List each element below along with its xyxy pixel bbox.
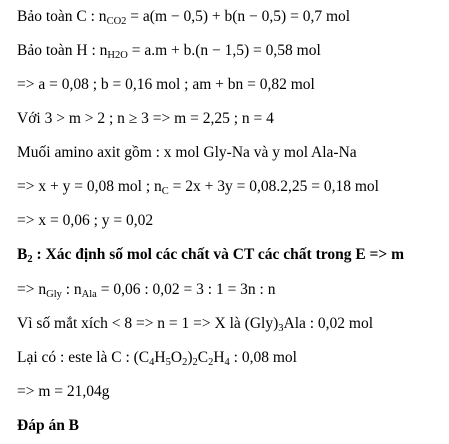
salt-composition-line: [17, 143, 357, 163]
text: => n: [17, 281, 47, 298]
text: => a = 0,08 ; b = 0,16 mol ; am + bn = 0,82 mol: [17, 76, 315, 93]
result-ab-line: [17, 75, 315, 95]
hydrogen-balance-line: [17, 41, 321, 66]
text: = a(m − 0,5) + b(n − 0,5) = 0,7 mol: [126, 8, 351, 25]
subscript: CO2: [106, 16, 127, 27]
subscript: 3: [278, 323, 284, 334]
subscript: Gly: [46, 289, 62, 300]
text: => m = 21,04g: [17, 383, 110, 400]
xy-equation-line: [17, 177, 379, 202]
text: ): [187, 349, 193, 366]
text: O: [170, 349, 183, 366]
peptide-x-line: [17, 314, 373, 339]
subscript: 5: [165, 357, 171, 368]
text: Bảo toàn C : n: [17, 8, 107, 25]
mass-result-line: [17, 382, 110, 402]
text: H: [154, 349, 166, 366]
subscript: Ala: [81, 289, 97, 300]
condition-mn-line: [17, 109, 274, 129]
text: Ala : 0,02 mol: [283, 315, 374, 332]
text: Lại có : este là C : (C: [17, 349, 150, 366]
text: B: [17, 246, 28, 263]
text: : 0,08 mol: [229, 349, 297, 366]
text: Muối amino axit gồm : x mol Gly-Na và y mol Ala-Na: [17, 144, 357, 161]
subscript: 2: [182, 357, 188, 368]
text: = 0,06 : 0,02 = 3 : 1 = 3n : n: [96, 281, 276, 298]
text: Bảo toàn H : n: [17, 42, 108, 59]
text: => x = 0,06 ; y = 0,02: [17, 212, 154, 229]
text: H: [213, 349, 225, 366]
text: : n: [61, 281, 82, 298]
subscript: 4: [149, 357, 155, 368]
text: = a.m + b.(n − 1,5) = 0,58 mol: [127, 42, 321, 59]
carbon-balance-line: [17, 7, 350, 32]
text: = 2x + 3y = 0,08.2,25 = 0,18 mol: [168, 178, 379, 195]
subscript: 4: [224, 357, 230, 368]
gly-ala-ratio-line: [17, 280, 276, 305]
text: : Xác định số mol các chất và CT các chất trong E => m: [32, 246, 405, 263]
text: Vì số mắt xích < 8 => n = 1 => X là (Gly): [17, 315, 279, 332]
ester-line: [17, 348, 297, 373]
step-two-heading: [17, 245, 404, 270]
subscript: 2: [192, 357, 198, 368]
subscript: 2: [27, 254, 33, 265]
text: C: [197, 349, 209, 366]
subscript: H2O: [107, 50, 128, 61]
text: => x + y = 0,08 mol ; n: [17, 178, 162, 195]
text: Với 3 > m > 2 ; n ≥ 3 => m = 2,25 ; n = 4: [17, 110, 274, 127]
answer-line: [17, 416, 79, 436]
subscript: C: [161, 186, 169, 197]
xy-result-line: [17, 211, 153, 231]
subscript: 2: [208, 357, 214, 368]
text: Đáp án B: [17, 417, 80, 434]
